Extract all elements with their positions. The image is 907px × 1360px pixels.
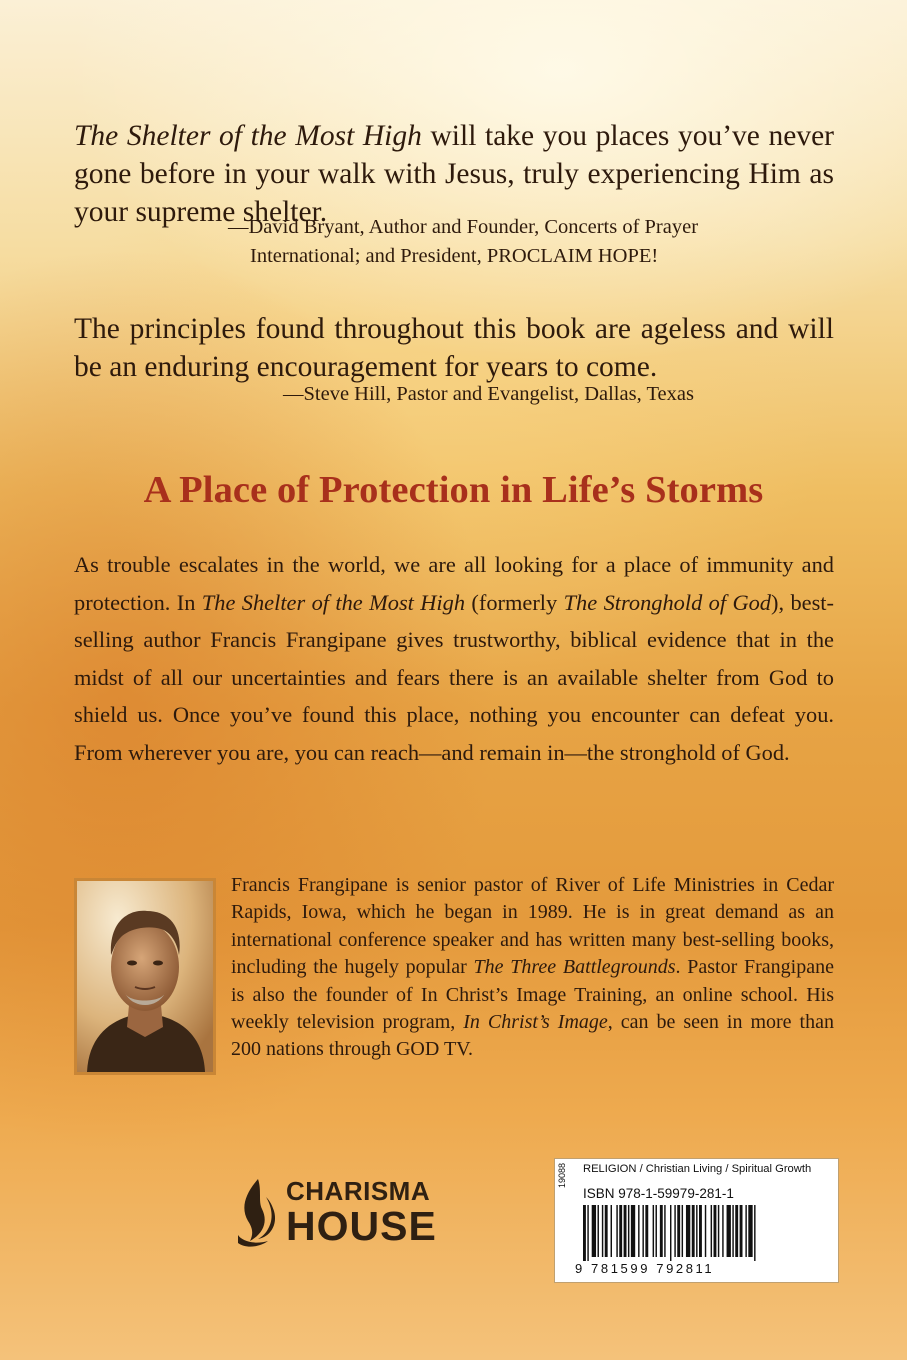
barcode-bar — [587, 1205, 588, 1261]
barcode-bar — [754, 1205, 755, 1261]
barcode-bar — [674, 1205, 675, 1257]
barcode-bar — [598, 1205, 599, 1257]
author-portrait-image — [77, 881, 213, 1072]
headline: A Place of Protection in Life’s Storms — [143, 469, 764, 511]
barcode-bar — [677, 1205, 680, 1257]
barcode-bar — [735, 1205, 738, 1257]
barcode-bar — [583, 1205, 586, 1261]
book-description — [74, 546, 834, 772]
barcode-bar — [638, 1205, 639, 1257]
barcode-bar — [714, 1205, 717, 1257]
barcode-bar — [653, 1205, 654, 1257]
barcode-bar — [748, 1205, 752, 1257]
barcode-bar — [616, 1205, 617, 1257]
barcode-bar — [722, 1205, 723, 1257]
barcode-bar — [696, 1205, 697, 1257]
publisher-name-line2: HOUSE — [286, 1203, 437, 1249]
barcode-bar — [686, 1205, 690, 1257]
endorsement-attribution-1 — [172, 213, 832, 271]
barcode-bar — [670, 1205, 671, 1261]
barcode-bar — [602, 1205, 603, 1257]
flame-icon — [232, 1175, 282, 1255]
book-title: The Shelter of the Most High — [74, 120, 422, 152]
barcode-bar — [727, 1205, 731, 1257]
description-text: (formerly — [465, 589, 564, 615]
barcode-bar — [611, 1205, 612, 1257]
barcode-bar — [660, 1205, 663, 1257]
publisher-name-line1: CHARISMA — [286, 1176, 431, 1206]
barcode-bar — [631, 1205, 635, 1257]
barcode-bar — [692, 1205, 695, 1257]
barcode-bar — [619, 1205, 622, 1257]
attribution-line: —David Bryant, Author and Founder, Concerts of Prayer — [228, 216, 699, 238]
bisac-category: RELIGION / Christian Living / Spiritual Growth — [583, 1163, 812, 1175]
barcode-bar — [664, 1205, 665, 1257]
author-photo — [74, 878, 216, 1075]
former-title: The Stronghold of God — [563, 589, 772, 615]
bio-text: Francis Frangipane is senior pastor of River of Life Ministries in Cedar Rapids, Iowa, which he began in 1989. He is in great demand as an international conference speaker and has written many best-selling books, including the hugely popular — [231, 874, 834, 979]
book-title: The Shelter of the Most High — [201, 589, 466, 615]
program-title: In Christ’s Image — [463, 1011, 608, 1034]
barcode-bar — [718, 1205, 719, 1257]
barcode-bar — [605, 1205, 608, 1257]
barcode-bar — [656, 1205, 657, 1257]
endorsement-attribution-2: —Steve Hill, Pastor and Evangelist, Dallas, Texas — [283, 383, 694, 405]
barcode-bar — [705, 1205, 706, 1257]
bio-text: , can be seen in more than 200 nations through GOD TV. — [231, 1011, 834, 1061]
bio-text: . Pastor Frangipane is also the founder of In Christ’s Image Training, an online school. His weekly television program, — [231, 956, 834, 1034]
endorsement-quote-2: The principles found throughout this book are ageless and will be an enduring encouragement for years to come. — [74, 313, 834, 383]
barcode-box — [554, 1158, 839, 1283]
side-code: 19088 — [557, 1163, 567, 1189]
barcode-bars — [583, 1205, 833, 1261]
barcode-bar — [682, 1205, 683, 1257]
attribution-line: International; and President, PROCLAIM HOPE! — [250, 245, 659, 267]
barcode-bar — [699, 1205, 702, 1257]
barcode-bar — [745, 1205, 746, 1257]
barcode-digits: 9 781599 792811 — [575, 1261, 715, 1276]
barcode-bar — [711, 1205, 712, 1257]
description-text: ), best-selling author Francis Frangipane gives trustworthy, biblical evidence that in the midst of all our uncertainties and fears there is an available shelter from God to shield us. Once you’ve found this place, nothing you encounter can defeat you. From wherever you are, you can reach—and remain in—the stronghold of God. — [74, 589, 834, 765]
description-text: As trouble escalates in the world, we are all looking for a place of immunity and protection. In — [74, 552, 834, 615]
barcode-bar — [645, 1205, 648, 1257]
barcode-bar — [740, 1205, 743, 1257]
publisher-name — [286, 1177, 437, 1247]
barcode-bar — [732, 1205, 733, 1257]
book-title: The Three Battlegrounds — [473, 956, 676, 979]
endorsement-text: will take you places you’ve never gone before in your walk with Jesus, truly experiencing Him as your supreme shelter. — [74, 120, 834, 228]
barcode-bar — [628, 1205, 629, 1257]
barcode-bar — [624, 1205, 627, 1257]
publisher-logo — [232, 1175, 462, 1255]
barcode-bar — [592, 1205, 596, 1257]
isbn-number: ISBN 978-1-59979-281-1 — [583, 1186, 734, 1201]
barcode-bar — [642, 1205, 643, 1257]
author-bio — [231, 872, 834, 1064]
